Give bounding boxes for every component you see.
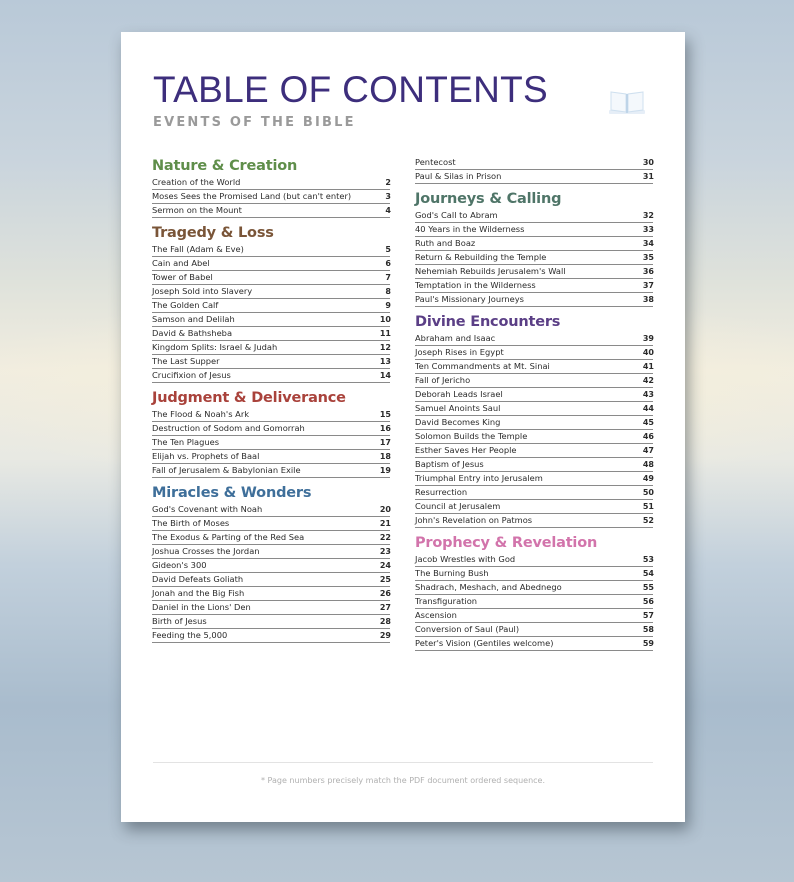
entry-page-number: 54 [642, 569, 654, 578]
entry-title: Nehemiah Rebuilds Jerusalem's Wall [415, 266, 566, 276]
toc-entry[interactable] [415, 209, 653, 223]
entry-page-number: 21 [379, 519, 391, 528]
entry-title: Esther Saves Her People [415, 445, 517, 455]
entry-page-number: 52 [642, 516, 654, 525]
entry-page-number: 25 [379, 575, 391, 584]
entry-page-number: 19 [379, 466, 391, 475]
toc-entry[interactable] [152, 341, 390, 355]
toc-entry[interactable] [152, 450, 390, 464]
toc-entry[interactable] [415, 293, 653, 307]
entry-page-number: 35 [642, 253, 654, 262]
entry-page-number: 59 [642, 639, 654, 648]
open-book-icon [607, 86, 647, 120]
entry-page-number: 43 [642, 390, 654, 399]
entry-title: The Last Supper [152, 356, 220, 366]
entry-title: Gideon's 300 [152, 560, 207, 570]
toc-entry[interactable] [152, 204, 390, 218]
entry-page-number: 9 [385, 301, 391, 310]
entry-page-number: 20 [379, 505, 391, 514]
entry-title: David Becomes King [415, 417, 501, 427]
entry-page-number: 42 [642, 376, 654, 385]
toc-entry[interactable] [152, 271, 390, 285]
toc-entry[interactable] [152, 601, 390, 615]
toc-entry[interactable] [415, 402, 653, 416]
section-heading: Journeys & Calling [415, 191, 562, 207]
entry-page-number: 27 [379, 603, 391, 612]
toc-entry[interactable] [415, 374, 653, 388]
toc-entry[interactable] [152, 573, 390, 587]
entry-title: David Defeats Goliath [152, 574, 244, 584]
toc-entry[interactable] [152, 299, 390, 313]
toc-entry[interactable] [152, 503, 390, 517]
entry-title: Abraham and Isaac [415, 333, 496, 343]
entry-page-number: 13 [379, 357, 391, 366]
entry-page-number: 51 [642, 502, 654, 511]
entry-page-number: 22 [379, 533, 391, 542]
toc-entry[interactable] [152, 436, 390, 450]
entry-title: John's Revelation on Patmos [415, 515, 533, 525]
entry-title: God's Call to Abram [415, 210, 498, 220]
entry-title: Kingdom Splits: Israel & Judah [152, 342, 278, 352]
page-subtitle: EVENTS OF THE BIBLE [153, 115, 356, 130]
toc-entry[interactable] [415, 388, 653, 402]
footer-divider [153, 762, 653, 763]
entry-title: Samuel Anoints Saul [415, 403, 501, 413]
entry-title: Baptism of Jesus [415, 459, 484, 469]
toc-entry[interactable] [415, 637, 653, 651]
entry-page-number: 4 [385, 206, 391, 215]
entry-page-number: 48 [642, 460, 654, 469]
toc-entry[interactable] [415, 444, 653, 458]
toc-section [415, 156, 653, 184]
entry-title: Joshua Crosses the Jordan [152, 546, 260, 556]
toc-entry[interactable] [415, 595, 653, 609]
toc-entry[interactable] [152, 355, 390, 369]
entry-page-number: 34 [642, 239, 654, 248]
toc-entry[interactable] [415, 346, 653, 360]
toc-entry[interactable] [415, 472, 653, 486]
toc-entry[interactable] [152, 369, 390, 383]
toc-entry[interactable] [415, 553, 653, 567]
entry-page-number: 32 [642, 211, 654, 220]
entry-title: Triumphal Entry into Jerusalem [415, 473, 543, 483]
toc-entry[interactable] [415, 170, 653, 184]
entry-page-number: 40 [642, 348, 654, 357]
entry-page-number: 50 [642, 488, 654, 497]
entry-title: Transfiguration [415, 596, 478, 606]
entry-page-number: 16 [379, 424, 391, 433]
toc-entry[interactable] [415, 567, 653, 581]
entry-page-number: 38 [642, 295, 654, 304]
toc-entry[interactable] [152, 285, 390, 299]
entry-page-number: 29 [379, 631, 391, 640]
entry-title: Joseph Sold into Slavery [152, 286, 253, 296]
entry-title: Crucifixion of Jesus [152, 370, 231, 380]
entry-page-number: 24 [379, 561, 391, 570]
toc-entry[interactable] [152, 408, 390, 422]
entry-page-number: 23 [379, 547, 391, 556]
entry-title: The Flood & Noah's Ark [152, 409, 250, 419]
entry-page-number: 7 [385, 273, 391, 282]
entry-title: Cain and Abel [152, 258, 210, 268]
entry-page-number: 39 [642, 334, 654, 343]
entry-title: The Fall (Adam & Eve) [152, 244, 244, 254]
entry-page-number: 5 [385, 245, 391, 254]
entry-page-number: 37 [642, 281, 654, 290]
entry-title: Solomon Builds the Temple [415, 431, 528, 441]
toc-entry[interactable] [152, 313, 390, 327]
section-heading: Divine Encounters [415, 314, 561, 330]
entry-title: Daniel in the Lions' Den [152, 602, 251, 612]
toc-entry[interactable] [415, 609, 653, 623]
entry-title: Resurrection [415, 487, 468, 497]
toc-entry[interactable] [415, 416, 653, 430]
entry-page-number: 14 [379, 371, 391, 380]
entry-title: Paul's Missionary Journeys [415, 294, 524, 304]
entry-page-number: 6 [385, 259, 391, 268]
entry-title: Ruth and Boaz [415, 238, 476, 248]
toc-entry[interactable] [415, 623, 653, 637]
entry-page-number: 30 [642, 158, 654, 167]
toc-entry[interactable] [415, 156, 653, 170]
entry-title: Temptation in the Wilderness [415, 280, 536, 290]
toc-section [152, 156, 390, 218]
entry-page-number: 2 [385, 178, 391, 187]
entry-title: 40 Years in the Wilderness [415, 224, 525, 234]
entry-page-number: 26 [379, 589, 391, 598]
toc-entry[interactable] [415, 458, 653, 472]
toc-entry[interactable] [152, 422, 390, 436]
entry-page-number: 41 [642, 362, 654, 371]
entry-title: Samson and Delilah [152, 314, 235, 324]
toc-section [415, 533, 653, 651]
entry-page-number: 55 [642, 583, 654, 592]
entry-title: Deborah Leads Israel [415, 389, 503, 399]
toc-entry[interactable] [152, 243, 390, 257]
entry-title: Jonah and the Big Fish [152, 588, 245, 598]
entry-page-number: 53 [642, 555, 654, 564]
entry-title: Creation of the World [152, 177, 241, 187]
entry-title: The Ten Plagues [152, 437, 220, 447]
entry-page-number: 33 [642, 225, 654, 234]
entry-page-number: 18 [379, 452, 391, 461]
toc-entry[interactable] [152, 587, 390, 601]
entry-title: Return & Rebuilding the Temple [415, 252, 547, 262]
toc-entry[interactable] [152, 464, 390, 478]
toc-entry[interactable] [152, 257, 390, 271]
toc-entry[interactable] [415, 430, 653, 444]
toc-entry[interactable] [415, 332, 653, 346]
entry-title: Moses Sees the Promised Land (but can't enter) [152, 191, 352, 201]
entry-page-number: 17 [379, 438, 391, 447]
entry-page-number: 58 [642, 625, 654, 634]
entry-page-number: 11 [379, 329, 391, 338]
toc-section [152, 388, 390, 478]
toc-entry[interactable] [152, 517, 390, 531]
entry-page-number: 31 [642, 172, 654, 181]
toc-entry[interactable] [152, 176, 390, 190]
footer-note: * Page numbers precisely match the PDF document ordered sequence. [260, 776, 546, 785]
toc-entry[interactable] [415, 223, 653, 237]
toc-entry[interactable] [415, 514, 653, 528]
toc-entry[interactable] [415, 581, 653, 595]
toc-section [152, 223, 390, 383]
entry-title: Paul & Silas in Prison [415, 171, 502, 181]
toc-entry[interactable] [415, 500, 653, 514]
entry-title: Ten Commandments at Mt. Sinai [415, 361, 550, 371]
entry-title: Pentecost [415, 157, 456, 167]
toc-section [415, 189, 653, 307]
toc-entry[interactable] [415, 360, 653, 374]
entry-page-number: 15 [379, 410, 391, 419]
entry-page-number: 28 [379, 617, 391, 626]
entry-title: Fall of Jerusalem & Babylonian Exile [152, 465, 301, 475]
entry-title: The Burning Bush [415, 568, 489, 578]
entry-title: David & Bathsheba [152, 328, 233, 338]
toc-right-column [415, 156, 653, 651]
toc-entry[interactable] [152, 615, 390, 629]
entry-page-number: 45 [642, 418, 654, 427]
section-heading: Prophecy & Revelation [415, 535, 598, 551]
entry-title: Destruction of Sodom and Gomorrah [152, 423, 305, 433]
entry-title: Jacob Wrestles with God [415, 554, 516, 564]
entry-title: Sermon on the Mount [152, 205, 242, 215]
section-heading: Judgment & Deliverance [152, 390, 346, 406]
page-title: TABLE OF CONTENTS [153, 69, 549, 110]
entry-page-number: 8 [385, 287, 391, 296]
entry-title: Feeding the 5,000 [152, 630, 228, 640]
toc-section [415, 312, 653, 528]
entry-title: Tower of Babel [152, 272, 213, 282]
section-heading: Nature & Creation [152, 158, 298, 174]
entry-title: Shadrach, Meshach, and Abednego [415, 582, 562, 592]
entry-page-number: 56 [642, 597, 654, 606]
toc-entry[interactable] [415, 486, 653, 500]
entry-title: Conversion of Saul (Paul) [415, 624, 520, 634]
toc-entry[interactable] [152, 531, 390, 545]
section-heading: Miracles & Wonders [152, 485, 312, 501]
entry-page-number: 57 [642, 611, 654, 620]
toc-left-column [152, 156, 390, 643]
section-heading: Tragedy & Loss [152, 225, 274, 241]
toc-entry[interactable] [415, 265, 653, 279]
entry-title: God's Covenant with Noah [152, 504, 263, 514]
entry-page-number: 44 [642, 404, 654, 413]
entry-page-number: 47 [642, 446, 654, 455]
document-page [121, 32, 685, 822]
entry-title: Council at Jerusalem [415, 501, 501, 511]
entry-title: The Exodus & Parting of the Red Sea [152, 532, 305, 542]
entry-page-number: 10 [379, 315, 391, 324]
entry-page-number: 36 [642, 267, 654, 276]
toc-entry[interactable] [415, 279, 653, 293]
entry-page-number: 3 [385, 192, 391, 201]
entry-title: Fall of Jericho [415, 375, 471, 385]
entry-title: Birth of Jesus [152, 616, 207, 626]
entry-page-number: 12 [379, 343, 391, 352]
entry-title: Ascension [415, 610, 457, 620]
entry-page-number: 49 [642, 474, 654, 483]
entry-page-number: 46 [642, 432, 654, 441]
toc-entry[interactable] [152, 327, 390, 341]
entry-title: The Birth of Moses [152, 518, 230, 528]
entry-title: The Golden Calf [152, 300, 219, 310]
entry-title: Peter's Vision (Gentiles welcome) [415, 638, 554, 648]
toc-entry[interactable] [415, 237, 653, 251]
toc-section [152, 483, 390, 643]
toc-entry[interactable] [152, 190, 390, 204]
toc-entry[interactable] [415, 251, 653, 265]
toc-entry[interactable] [152, 629, 390, 643]
entry-title: Joseph Rises in Egypt [415, 347, 504, 357]
entry-title: Elijah vs. Prophets of Baal [152, 451, 260, 461]
toc-entry[interactable] [152, 559, 390, 573]
toc-entry[interactable] [152, 545, 390, 559]
